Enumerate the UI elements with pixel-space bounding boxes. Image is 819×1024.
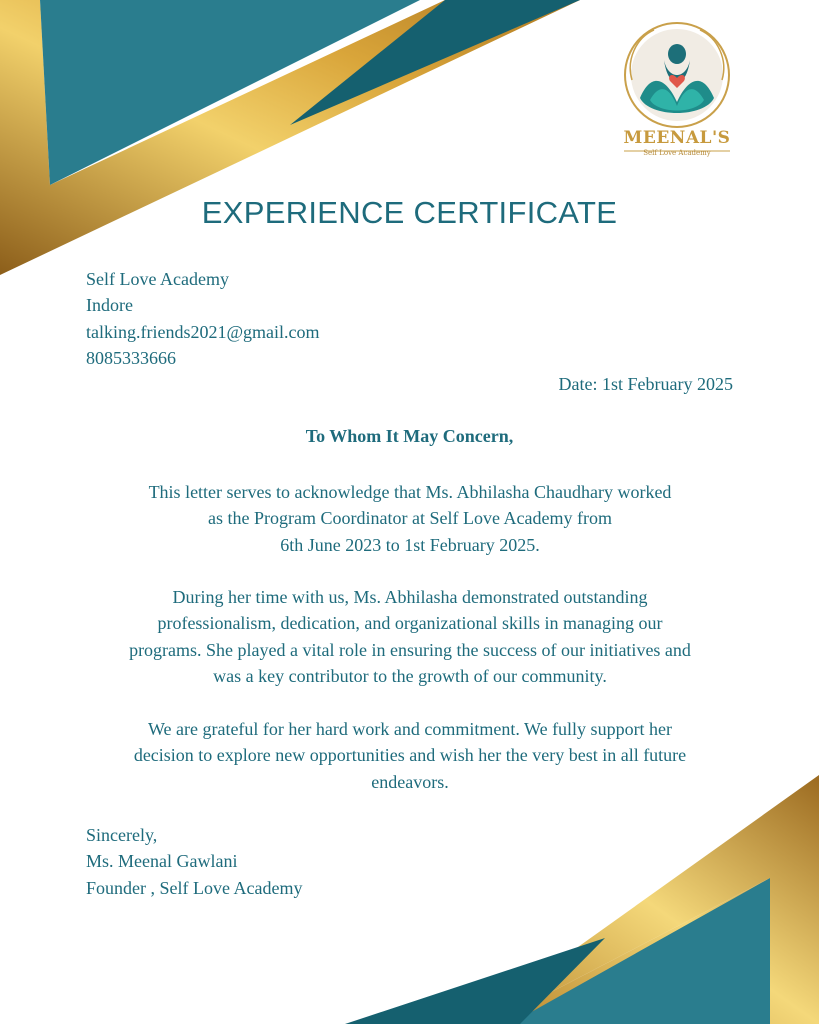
sender-city: Indore: [86, 295, 133, 316]
paragraph-line: programs. She played a vital role in ensuring the success of our initiatives and: [129, 639, 691, 660]
signature-block: [86, 822, 302, 901]
paragraph-line: endeavors.: [371, 771, 449, 792]
certificate-title: EXPERIENCE CERTIFICATE: [201, 195, 618, 230]
paragraph-line: During her time with us, Ms. Abhilasha demonstrated outstanding: [172, 587, 648, 607]
signer-name: Ms. Meenal Gawlani: [86, 851, 238, 872]
paragraph-acknowledgement: [80, 479, 740, 558]
paragraph-line: decision to explore new opportunities and wish her the very best in all future: [133, 745, 687, 766]
paragraph-line: 6th June 2023 to 1st February 2025.: [280, 534, 540, 555]
logo-wordmark: MEENAL'S: [623, 128, 731, 148]
sender-email: talking.friends2021@gmail.com: [86, 321, 320, 342]
paragraph-line: as the Program Coordinator at Self Love Academy from: [208, 508, 612, 529]
paragraph-line: We are grateful for her hard work and commitment. We fully support her: [147, 719, 673, 739]
logo-tagline: Self Love Academy: [643, 149, 711, 157]
paragraph-gratitude: [80, 716, 740, 795]
valediction: Sincerely,: [86, 825, 158, 845]
paragraph-line: professionalism, dedication, and organizational skills in managing our: [157, 613, 663, 634]
letter-date: Date: 1st February 2025: [558, 374, 733, 394]
sender-phone: 8085333666: [86, 347, 176, 368]
sender-organization: Self Love Academy: [86, 269, 229, 289]
salutation: To Whom It May Concern,: [305, 426, 514, 446]
paragraph-performance: [80, 584, 740, 689]
paragraph-line: was a key contributor to the growth of our community.: [213, 665, 607, 686]
signer-role: Founder , Self Love Academy: [86, 877, 303, 898]
sender-address: [86, 266, 320, 371]
paragraph-line: This letter serves to acknowledge that Ms. Abhilasha Chaudhary worked: [148, 482, 672, 502]
